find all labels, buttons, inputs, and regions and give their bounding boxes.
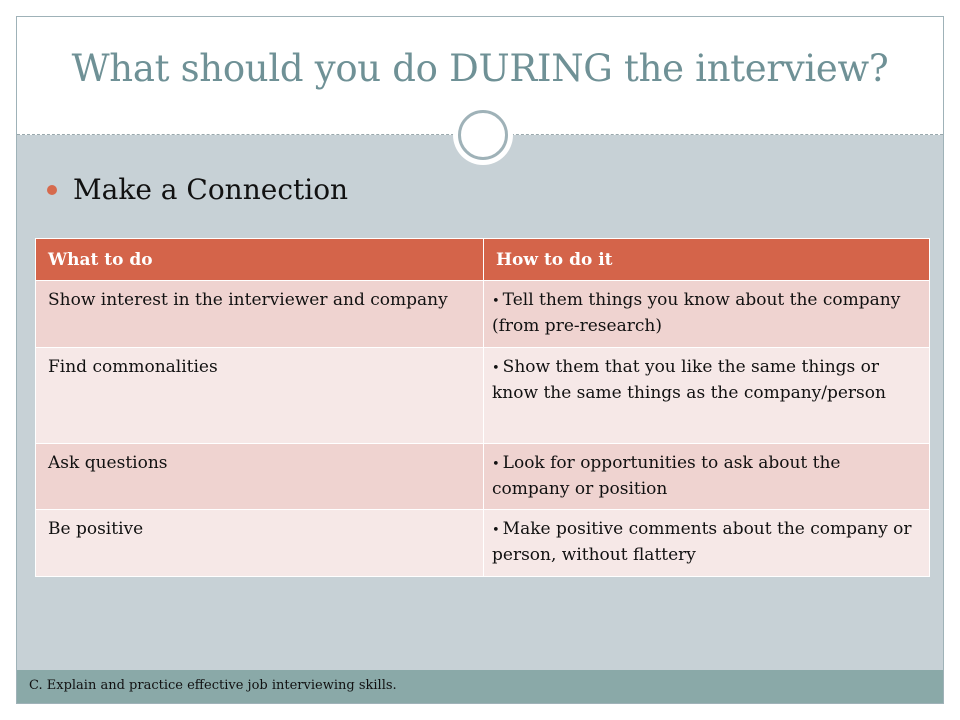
- cell-how: [484, 348, 930, 444]
- cell-how: [484, 510, 930, 577]
- cell-what: Find commonalities: [36, 348, 484, 444]
- bullet-text: Make a Connection: [73, 172, 349, 206]
- cell-what: Ask questions: [36, 444, 484, 510]
- cell-how-text: Look for opportunities to ask about the company or position: [492, 453, 841, 499]
- slide: [16, 16, 944, 704]
- bullet-dot-icon: •: [492, 361, 500, 376]
- column-header-what: What to do: [36, 239, 484, 281]
- circle-ring-icon: [458, 110, 508, 160]
- footer-text: C. Explain and practice effective job interviewing skills.: [29, 678, 397, 693]
- table-row: [36, 510, 930, 577]
- cell-what: Show interest in the interviewer and company: [36, 281, 484, 348]
- cell-how-text: Tell them things you know about the company (from pre-research): [492, 290, 901, 336]
- bullet-dot-icon: •: [492, 294, 500, 309]
- table-row: [36, 348, 930, 444]
- bullet-item: [47, 169, 348, 209]
- cell-what: Be positive: [36, 510, 484, 577]
- table-header-row: [36, 239, 930, 281]
- cell-how-text: Show them that you like the same things or know the same things as the company/person: [492, 357, 886, 403]
- cell-how: [484, 281, 930, 348]
- table-row: [36, 281, 930, 348]
- cell-how-text: Make positive comments about the company or person, without flattery: [492, 519, 912, 565]
- bullet-dot-icon: •: [492, 523, 500, 538]
- footer-bar: [17, 670, 943, 703]
- table-row: [36, 444, 930, 510]
- slide-title: What should you do DURING the interview?: [71, 47, 889, 90]
- column-header-how: How to do it: [484, 239, 930, 281]
- bullet-dot-icon: [47, 185, 57, 195]
- bullet-dot-icon: •: [492, 457, 500, 472]
- cell-how: [484, 444, 930, 510]
- interview-table: [35, 238, 930, 577]
